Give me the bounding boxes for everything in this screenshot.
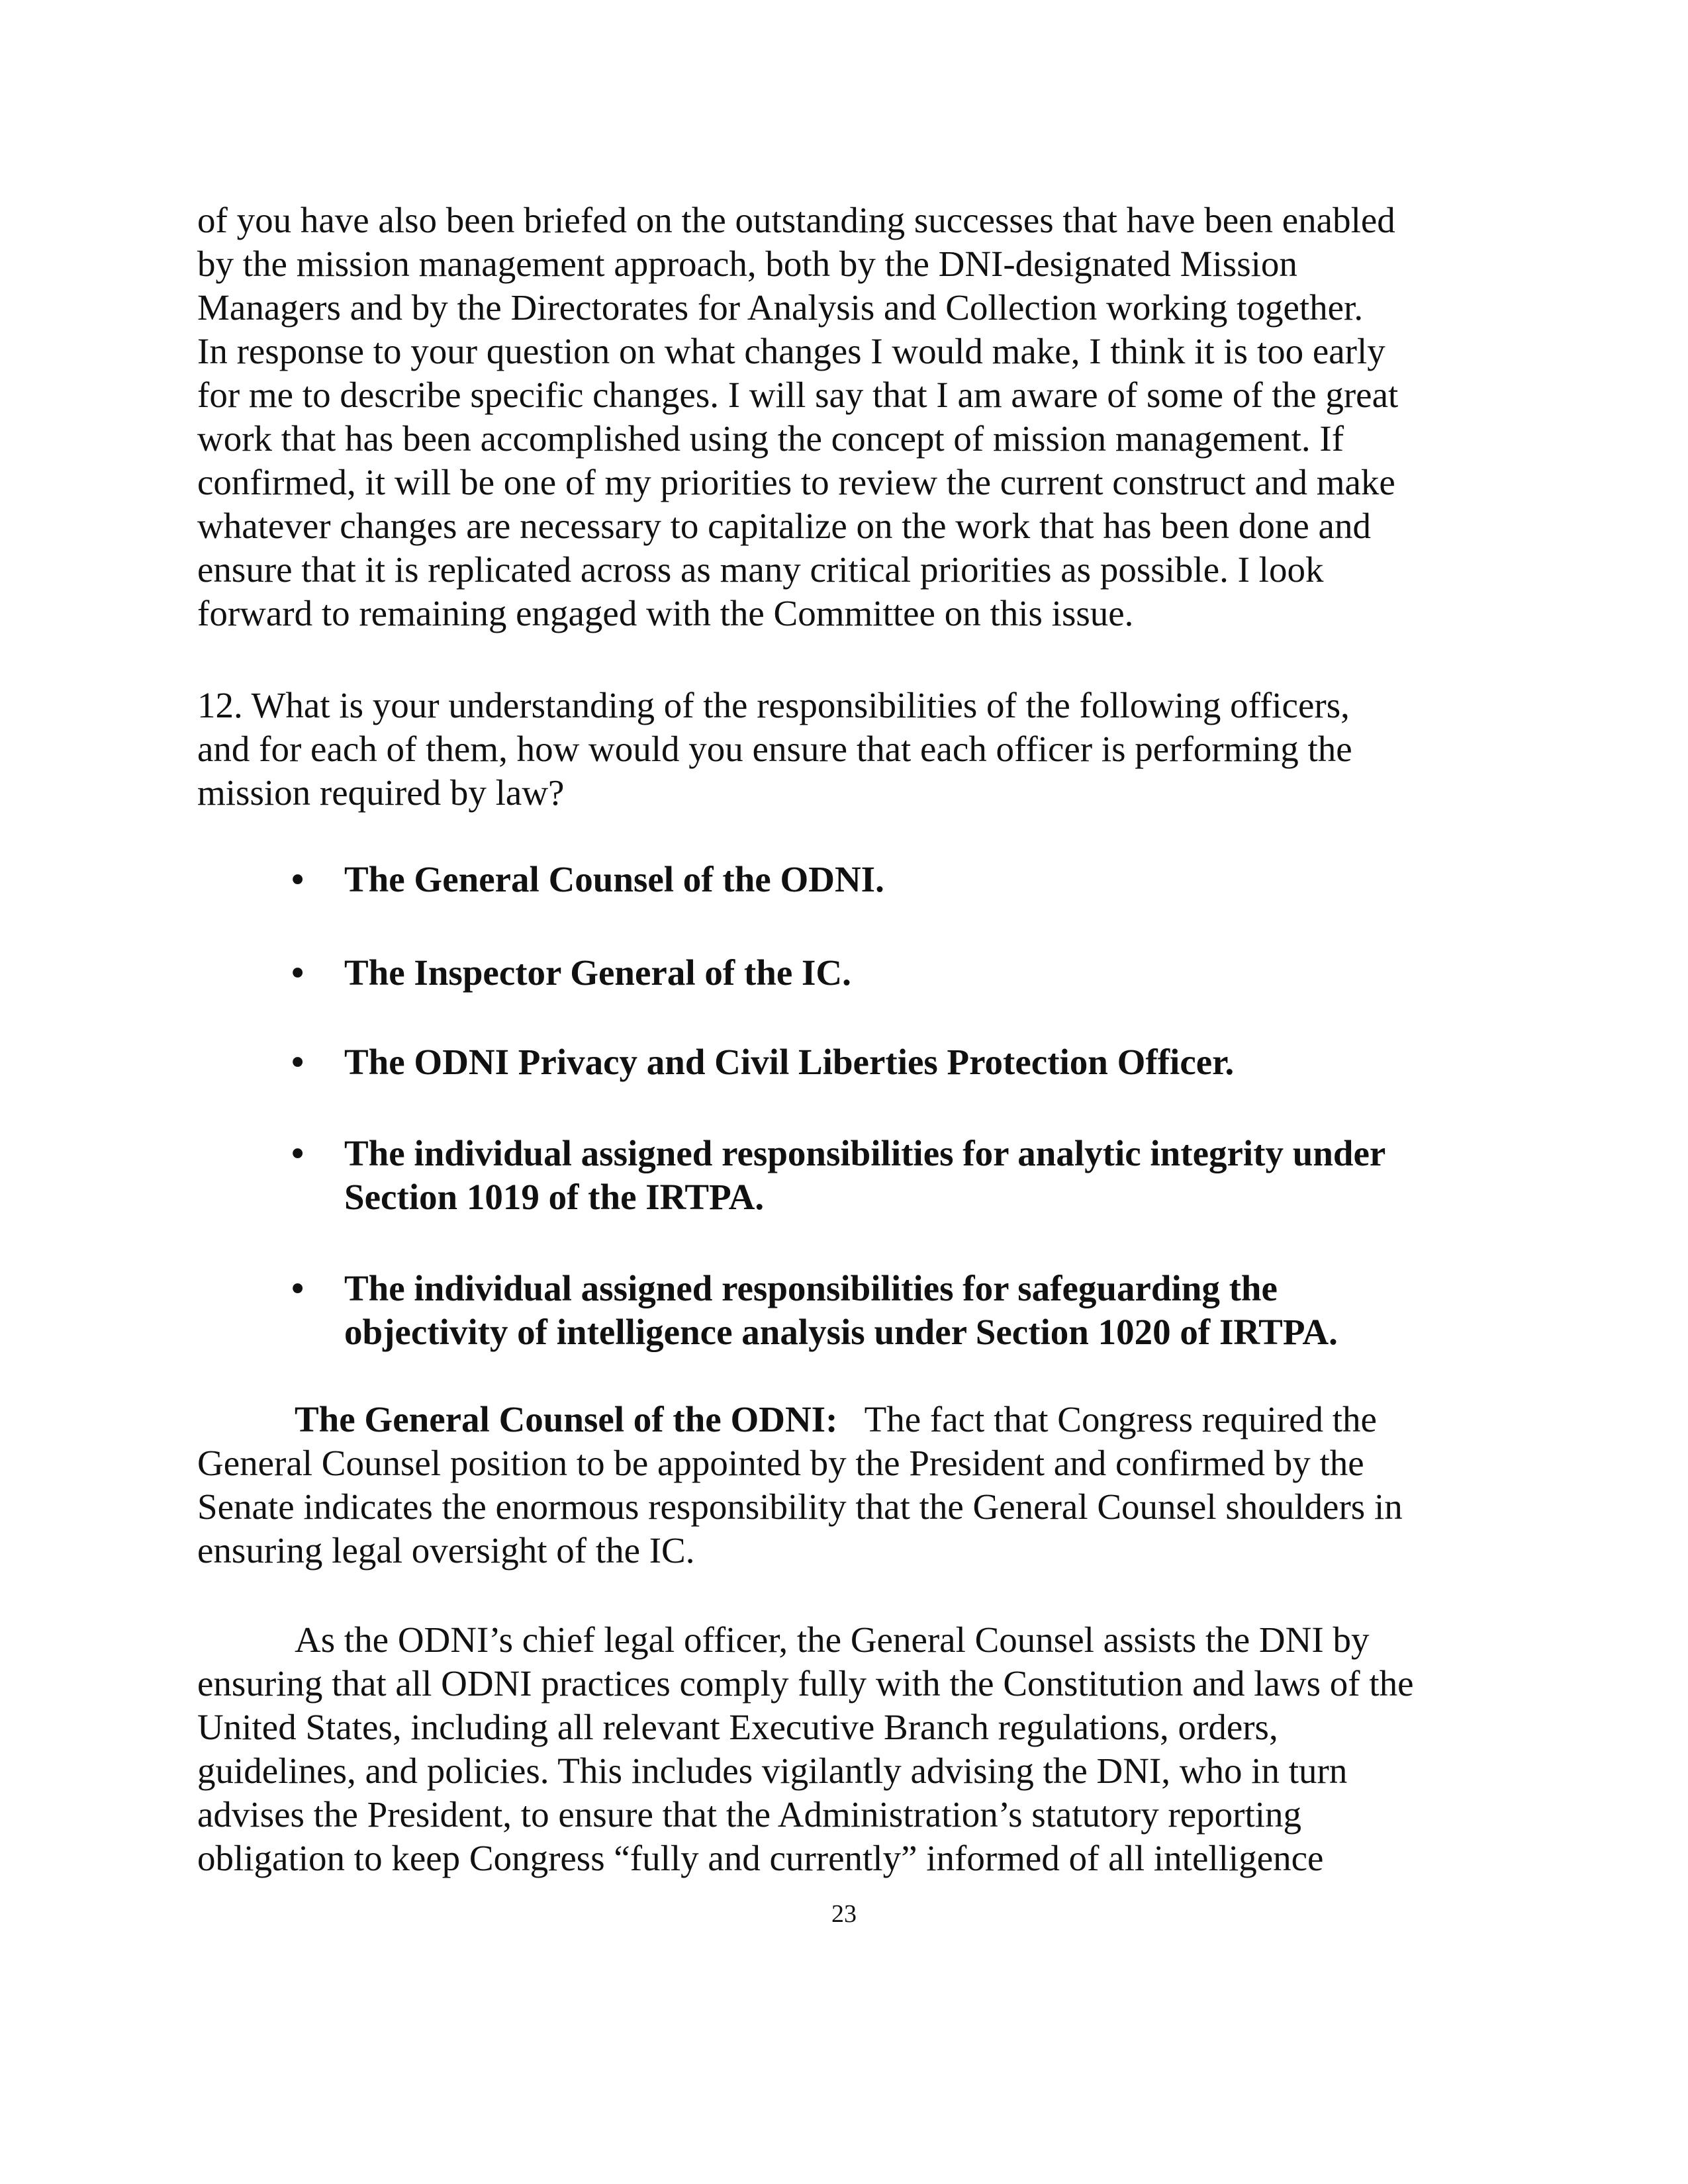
section-heading: The General Counsel of the ODNI:: [295, 1399, 838, 1439]
text-line: ensure that it is replicated across as many critical priorities as possible. I look: [197, 549, 1324, 590]
bullet-icon: •: [291, 952, 305, 993]
text-line: As the ODNI’s chief legal officer, the General Counsel assists the DNI by: [295, 1619, 1370, 1660]
text-line: of you have also been briefed on the outstanding successes that have been enabled: [197, 200, 1395, 240]
text-line: obligation to keep Congress “fully and currently” informed of all intelligence: [197, 1838, 1324, 1878]
text-line: ensuring legal oversight of the IC.: [197, 1530, 695, 1570]
text-line: by the mission management approach, both by the DNI-designated Mission: [197, 244, 1297, 284]
bullet-item: The individual assigned responsibilities for safeguarding the: [344, 1268, 1278, 1308]
bullet-item: The General Counsel of the ODNI.: [344, 859, 884, 899]
text-line: Managers and by the Directorates for Analysis and Collection working together.: [197, 287, 1364, 328]
bullet-icon: •: [291, 1042, 305, 1082]
text-span: The fact that Congress required the: [837, 1399, 1377, 1439]
text-line: General Counsel position to be appointed by the President and confirmed by the: [197, 1443, 1364, 1483]
bullet-item: The individual assigned responsibilities for analytic integrity under: [344, 1133, 1386, 1173]
text-line: In response to your question on what changes I would make, I think it is too early: [197, 331, 1385, 371]
text-line: and for each of them, how would you ensure that each officer is performing the: [197, 729, 1352, 769]
text-line: [295, 1398, 1377, 1441]
bullet-item: The ODNI Privacy and Civil Liberties Protection Officer.: [344, 1042, 1235, 1082]
text-line: forward to remaining engaged with the Committee on this issue.: [197, 593, 1134, 633]
text-line: whatever changes are necessary to capitalize on the work that has been done and: [197, 506, 1371, 546]
text-line: advises the President, to ensure that the Administration’s statutory reporting: [197, 1794, 1302, 1835]
text-line: Senate indicates the enormous responsibility that the General Counsel shoulders in: [197, 1486, 1403, 1527]
text-line: work that has been accomplished using the concept of mission management. If: [197, 418, 1344, 459]
bullet-item-continuation: objectivity of intelligence analysis under Section 1020 of IRTPA.: [344, 1312, 1338, 1352]
page-number: 23: [831, 1900, 857, 1928]
text-line: 12. What is your understanding of the responsibilities of the following officers,: [197, 685, 1350, 725]
bullet-icon: •: [291, 859, 305, 899]
bullet-item-continuation: Section 1019 of the IRTPA.: [344, 1177, 765, 1217]
bullet-item: The Inspector General of the IC.: [344, 952, 851, 993]
text-line: guidelines, and policies. This includes vigilantly advising the DNI, who in turn: [197, 1751, 1348, 1791]
bullet-icon: •: [291, 1268, 305, 1308]
text-line: confirmed, it will be one of my priorities to review the current construct and make: [197, 462, 1395, 502]
text-line: for me to describe specific changes. I will say that I am aware of some of the great: [197, 375, 1399, 415]
text-line: mission required by law?: [197, 772, 565, 813]
bullet-icon: •: [291, 1133, 305, 1173]
text-line: United States, including all relevant Executive Branch regulations, orders,: [197, 1707, 1278, 1747]
text-line: ensuring that all ODNI practices comply fully with the Constitution and laws of the: [197, 1663, 1414, 1704]
